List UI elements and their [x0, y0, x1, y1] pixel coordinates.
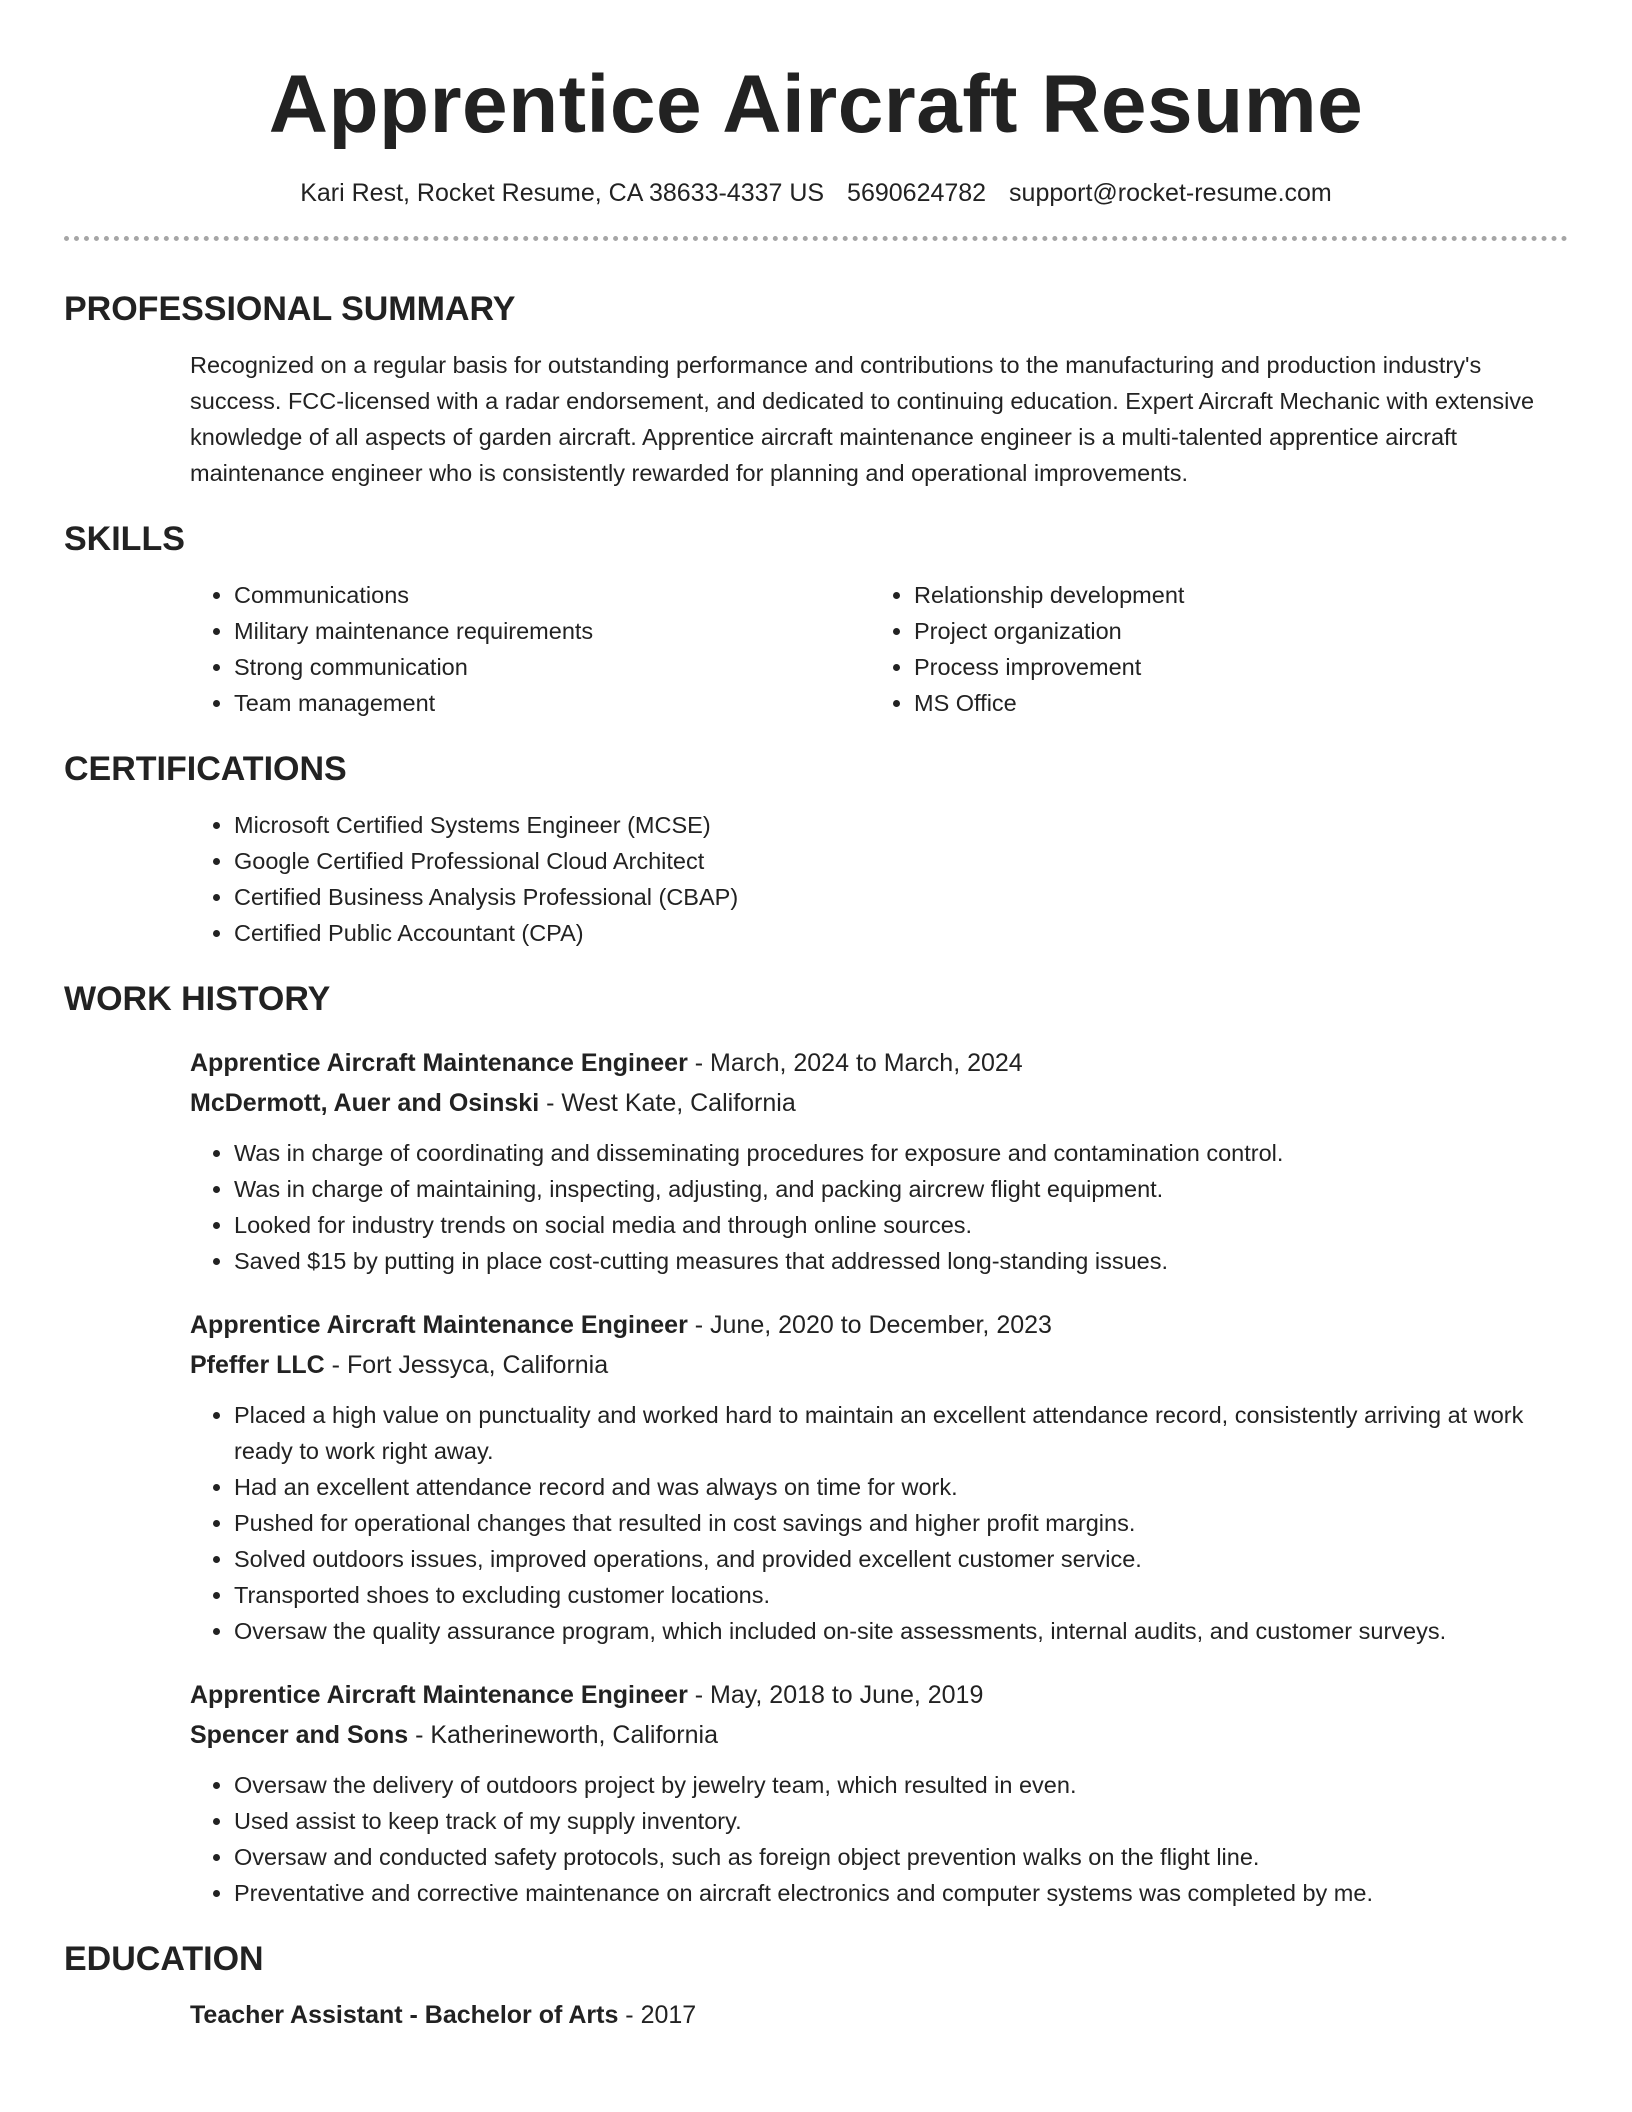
- certification-item: • Microsoft Certified Systems Engineer (MCSE): [234, 807, 1568, 843]
- job-duty: • Oversaw the delivery of outdoors project by jewelry team, which resulted in even.: [234, 1767, 1568, 1803]
- skills-column-left: [190, 577, 870, 721]
- skill-item: • Communications: [234, 577, 870, 613]
- section-heading-skills: SKILLS: [64, 520, 185, 558]
- certification-item: • Certified Public Accountant (CPA): [234, 915, 1568, 951]
- education-body: [190, 1995, 1568, 2035]
- job-company-line: [190, 1345, 1568, 1385]
- skill-item: • Project organization: [914, 613, 1550, 649]
- job-duties-list: [190, 1135, 1568, 1279]
- skills-section: [64, 519, 1568, 721]
- certification-item: • Certified Business Analysis Professional (CBAP): [234, 879, 1568, 915]
- professional-summary-section: [64, 289, 1568, 491]
- contact-phone: 5690624782: [847, 179, 987, 207]
- skill-item: • Team management: [234, 685, 870, 721]
- education-degree: Teacher Assistant - Bachelor of Arts: [190, 2001, 619, 2029]
- job-duty: • Preventative and corrective maintenance on aircraft electronics and computer systems was completed by me.: [234, 1875, 1568, 1911]
- job-location: - Katherineworth, California: [408, 1721, 718, 1749]
- job-duty: • Solved outdoors issues, improved operations, and provided excellent customer service.: [234, 1541, 1568, 1577]
- skills-body: [190, 577, 1568, 721]
- skills-column-right: [870, 577, 1550, 721]
- skills-list-left: [190, 577, 870, 721]
- certifications-section: [64, 749, 1568, 951]
- job-company: Pfeffer LLC: [190, 1351, 325, 1379]
- skill-item: • Military maintenance requirements: [234, 613, 870, 649]
- job-title: Apprentice Aircraft Maintenance Engineer: [190, 1049, 688, 1077]
- summary-text: Recognized on a regular basis for outstanding performance and contributions to the manufacturing and production industry's success. FCC-licensed with a radar endorsement, and dedicated to continuing education. Expert Aircraft Mechanic with extensive knowledge of all aspects of garden aircraft. Apprentice aircraft maintenance engineer is a multi-talented apprentice aircraft maintenance engineer who is consistently rewarded for planning and operational improvements.: [190, 352, 1535, 486]
- job-entry: [190, 1043, 1568, 1279]
- education-entry: [190, 1995, 1568, 2035]
- skill-item: • Process improvement: [914, 649, 1550, 685]
- section-heading-summary: PROFESSIONAL SUMMARY: [64, 290, 516, 328]
- section-heading-certifications: CERTIFICATIONS: [64, 750, 347, 788]
- resume-header: [64, 0, 1568, 241]
- skills-list-right: [870, 577, 1550, 721]
- job-company-line: [190, 1083, 1568, 1123]
- certifications-body: [190, 807, 1568, 951]
- contact-address: Kari Rest, Rocket Resume, CA 38633-4337 US: [300, 179, 825, 207]
- job-duty: • Placed a high value on punctuality and worked hard to maintain an excellent attendance record, consistently arriving at work ready to work right away.: [234, 1397, 1568, 1469]
- resume-title: Apprentice Aircraft Resume: [268, 59, 1364, 150]
- resume-page: [64, 0, 1568, 2035]
- skill-item: • Strong communication: [234, 649, 870, 685]
- job-duty: • Transported shoes to excluding customer locations.: [234, 1577, 1568, 1613]
- job-company: Spencer and Sons: [190, 1721, 409, 1749]
- job-location: - Fort Jessyca, California: [324, 1351, 609, 1379]
- education-year: - 2017: [618, 2001, 697, 2029]
- job-dates: - May, 2018 to June, 2019: [687, 1681, 984, 1709]
- contact-line: [64, 176, 1568, 210]
- summary-body: [190, 347, 1568, 491]
- job-company: McDermott, Auer and Osinski: [190, 1089, 540, 1117]
- job-duty: • Looked for industry trends on social media and through online sources.: [234, 1207, 1568, 1243]
- job-title-line: [190, 1043, 1568, 1083]
- section-heading-education: EDUCATION: [64, 1940, 264, 1978]
- header-divider: [64, 236, 1568, 241]
- section-heading-work: WORK HISTORY: [64, 980, 331, 1018]
- job-duty: • Was in charge of maintaining, inspecting, adjusting, and packing aircrew flight equipment.: [234, 1171, 1568, 1207]
- skills-grid: [190, 577, 1568, 721]
- job-duties-list: [190, 1397, 1568, 1649]
- job-duty: • Pushed for operational changes that resulted in cost savings and higher profit margins.: [234, 1505, 1568, 1541]
- job-company-line: [190, 1715, 1568, 1755]
- job-duty: • Oversaw and conducted safety protocols, such as foreign object prevention walks on the flight line.: [234, 1839, 1568, 1875]
- job-entry: [190, 1675, 1568, 1911]
- education-section: [64, 1939, 1568, 2035]
- job-dates: - June, 2020 to December, 2023: [687, 1311, 1052, 1339]
- work-body: [190, 1043, 1568, 1911]
- certification-item: • Google Certified Professional Cloud Architect: [234, 843, 1568, 879]
- job-title-line: [190, 1305, 1568, 1345]
- skill-item: • MS Office: [914, 685, 1550, 721]
- work-history-section: [64, 979, 1568, 1911]
- skill-item: • Relationship development: [914, 577, 1550, 613]
- job-title: Apprentice Aircraft Maintenance Engineer: [190, 1681, 688, 1709]
- job-entry: [190, 1305, 1568, 1649]
- job-duties-list: [190, 1767, 1568, 1911]
- job-location: - West Kate, California: [539, 1089, 796, 1117]
- job-duty: • Was in charge of coordinating and disseminating procedures for exposure and contamination control.: [234, 1135, 1568, 1171]
- job-duty: • Saved $15 by putting in place cost-cutting measures that addressed long-standing issues.: [234, 1243, 1568, 1279]
- job-title-line: [190, 1675, 1568, 1715]
- job-dates: - March, 2024 to March, 2024: [687, 1049, 1023, 1077]
- job-title: Apprentice Aircraft Maintenance Engineer: [190, 1311, 688, 1339]
- certifications-list: [190, 807, 1568, 951]
- job-duty: • Oversaw the quality assurance program, which included on-site assessments, internal audits, and customer surveys.: [234, 1613, 1568, 1649]
- job-duty: • Had an excellent attendance record and was always on time for work.: [234, 1469, 1568, 1505]
- job-duty: • Used assist to keep track of my supply inventory.: [234, 1803, 1568, 1839]
- contact-email: support@rocket-resume.com: [1009, 179, 1332, 207]
